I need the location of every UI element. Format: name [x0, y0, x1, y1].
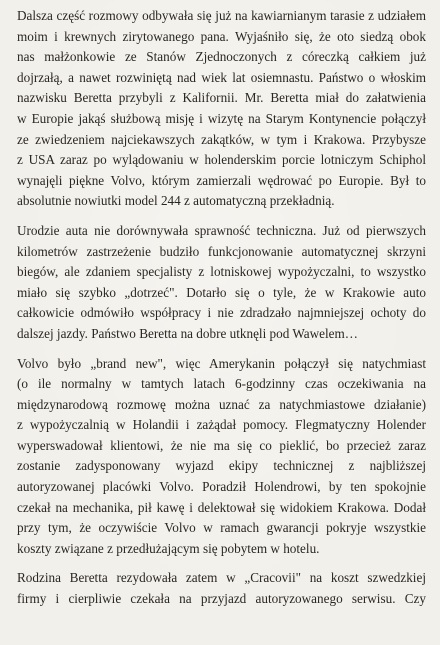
text-line: Rodzina Beretta rezydowała zatem w „Cracovii" na koszt szwedzkiej	[17, 570, 426, 586]
text-line: moim i krewnych zirytowanego pana. Wyjaśniło się, że oto siedzą obok	[17, 28, 426, 44]
text-line: koszty związane z przedłużającym się pobytem w hotelu.	[17, 540, 320, 556]
text-line: dalszej jazdy. Państwo Beretta na dobre utknęli pod Wawelem…	[17, 325, 358, 341]
text-line: miało się szybko „dotrzeć". Dotarło się o tyle, że w Krakowie auto	[17, 284, 426, 300]
paragraph-3	[17, 354, 426, 560]
text-line: dojrzałą, a nawet rozwiniętą nad wiek lat osiemnastu. Państwo o włoskim	[17, 69, 426, 85]
text-line: czekał na mechanika, pił kawę i delektował się widokiem Krakowa. Dodał	[17, 499, 426, 515]
text-line: Volvo było „brand new", więc Amerykanin połączył się natychmiast	[17, 355, 426, 371]
text-line: Urodzie auta nie dorównywała sprawność techniczna. Już od pierwszych	[17, 222, 426, 238]
text-line: biegów, ale zdaniem specjalisty z lotniskowej wypożyczalni, to wszystko	[17, 264, 426, 280]
paragraph-2	[17, 221, 426, 345]
paragraph-4	[17, 568, 426, 609]
text-line: zostanie zadysponowany wyjazd ekipy technicznej z najbliższej	[17, 458, 426, 474]
text-line: absolutnie nowiutki model 244 z automatyczną przekładnią.	[17, 193, 335, 209]
text-line: wyperswadował klientowi, że nie ma się co pieklić, bo przecież zaraz	[17, 437, 426, 453]
text-line: z USA zaraz po wylądowaniu w holenderskim porcie lotniczym Schiphol	[17, 152, 426, 168]
text-line: Dalsza część rozmowy odbywała się już na kawiarnianym tarasie z udziałem	[17, 8, 426, 23]
text-line: przy tym, że oczywiście Volvo w ramach gwarancji pokryje wszystkie	[17, 520, 426, 536]
text-line: kilometrów zastrzeżenie budziło funkcjonowanie automatycznej skrzyni	[17, 243, 426, 259]
text-line: w Europie jakąś służbową misję i wizytę na Starym Kontynencie połączył	[17, 110, 426, 126]
text-line: (o ile normalny w tamtych latach 6-godzinny czas oczekiwania na	[17, 376, 426, 392]
text-line: z wypożyczalnią w Holandii i zażądał pomocy. Flegmatyczny Holender	[17, 417, 426, 433]
text-line: ze zwiedzeniem najciekawszych zakątków, w tym i Krakowa. Przybysze	[17, 131, 426, 147]
text-line: firmy i cierpliwie czekała na przyjazd autoryzowanego serwisu. Czy	[17, 591, 426, 607]
text-line: międzynarodową rozmowę można uznać za natychmiastowe działanie)	[17, 396, 426, 412]
text-line: wynajęli piękne Volvo, którym zamierzali wędrować po Europie. Był to	[17, 172, 426, 188]
text-line: nazwisku Beretta przybyli z Kalifornii. Mr. Beretta miał do załatwienia	[17, 90, 426, 106]
text-line: nas małżonkowie ze Stanów Zjednoczonych z córeczką całkiem już	[17, 49, 426, 65]
text-line: całkowicie odmówiło współpracy i nie zdradzało najmniejszej ochoty do	[17, 305, 426, 321]
paragraph-1	[17, 6, 426, 212]
text-line: autoryzowanej placówki Volvo. Poradził Holendrowi, by ten spokojnie	[17, 479, 426, 495]
